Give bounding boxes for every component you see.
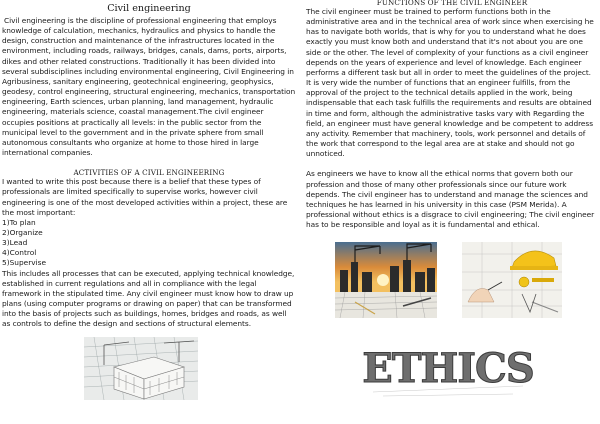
activities-intro: I wanted to write this post because there is a belief that these types of professionals are limited specifically to supervise works, however civil engineering is one of the most developed activities within a project, these are the most important: [2, 177, 288, 217]
list-item: 5)Supervise [2, 258, 47, 268]
building-blueprint-image [84, 337, 198, 400]
right-column [306, 0, 598, 230]
ethics-word-image [362, 334, 534, 398]
functions-paragraph: The civil engineer must be trained to perform functions both in the administrative area and in the technical area of work since when exercising he has to navigate both worlds, that is why for you to understand what he does exactly you must know both and understand that it's not about you are one side or the other. The level of complexity of your functions as a civil engineer depends on the years of experience and level of knowledge. Each engineer performs a different task but all in order to meet the guidelines of the project. It is very wide the number of functions that an engineer fulfills, from the approval of the project to the technical details applied in the work, being indispensable that each task fulfills the requirements and results are obtained in time and form, although the administrative tasks vary with Regarding the field, an engineer must have general knowledge and be competent to address any activity. Remember that machinery, tools, work personnel and details of the work that correspond to the legal area are at stake and should not go unnoticed. [306, 7, 594, 159]
ethics-paragraph: As engineers we have to know all the ethical norms that govern both our profession and those of many other professionals since our future work depends. The civil engineer has to understand and manage the sciences and techniques he has learned in his university in this case (PSM Merida). A professional without ethics is a disgrace to civil engineering; The civil engineer has to be responsible and loyal as it is fundamental and ethical. [306, 169, 595, 230]
functions-heading: FUNCTIONS OF THE CIVIL ENGINEER [376, 0, 528, 7]
ethics-word: ETHICS [362, 345, 534, 392]
list-item: 2)Organize [2, 227, 43, 237]
list-item: 3)Lead [2, 238, 28, 248]
activities-heading: ACTIVITIES OF A CIVIL ENGINEERING [73, 168, 225, 178]
construction-sunset-image [335, 242, 437, 318]
engineer-tools-image [462, 242, 562, 318]
closing-paragraph: This includes all processes that can be executed, applying technical knowledge, established in current regulations and all in compliance with the legal framework in the stipulated time. Any civil engineer must know how to draw up plans (using computer programs or drawing on paper) that can be transformed into the basis of projects such as buildings, homes, bridges and roads, as well as controls to define the design and sections of structural elements. [2, 268, 295, 329]
list-item: 1)To plan [2, 217, 36, 227]
list-item: 4)Control [2, 248, 37, 258]
activities-list [2, 218, 296, 269]
page-title: Civil engineering [107, 3, 191, 14]
left-column [2, 0, 296, 330]
intro-paragraph: Civil engineering is the discipline of professional engineering that employs knowledge of calculation, mechanics, hydraulics and physics to handle the design, construction and maintenance of the infrastructures located in the environment, including roads, railways, bridges, canals, dams, ports, airports, dikes and other related constructions. Traditionally it has been divided into several subdisciplines including environmental engineering, Civil Engineering in Agribusiness, sanitary engineering, geotechnical engineering, geophysics, geodesy, control engineering, structural engineering, mechanics, transportation engineering, Earth sciences, urban planning, land management, hydraulic engineering, materials science, coastal management.The civil engineer occupies positions at practically all levels: in the public sector from the municipal level to the government and in the private sphere from small autonomous consultants who organize at home to those hired in large international companies. [2, 16, 296, 158]
